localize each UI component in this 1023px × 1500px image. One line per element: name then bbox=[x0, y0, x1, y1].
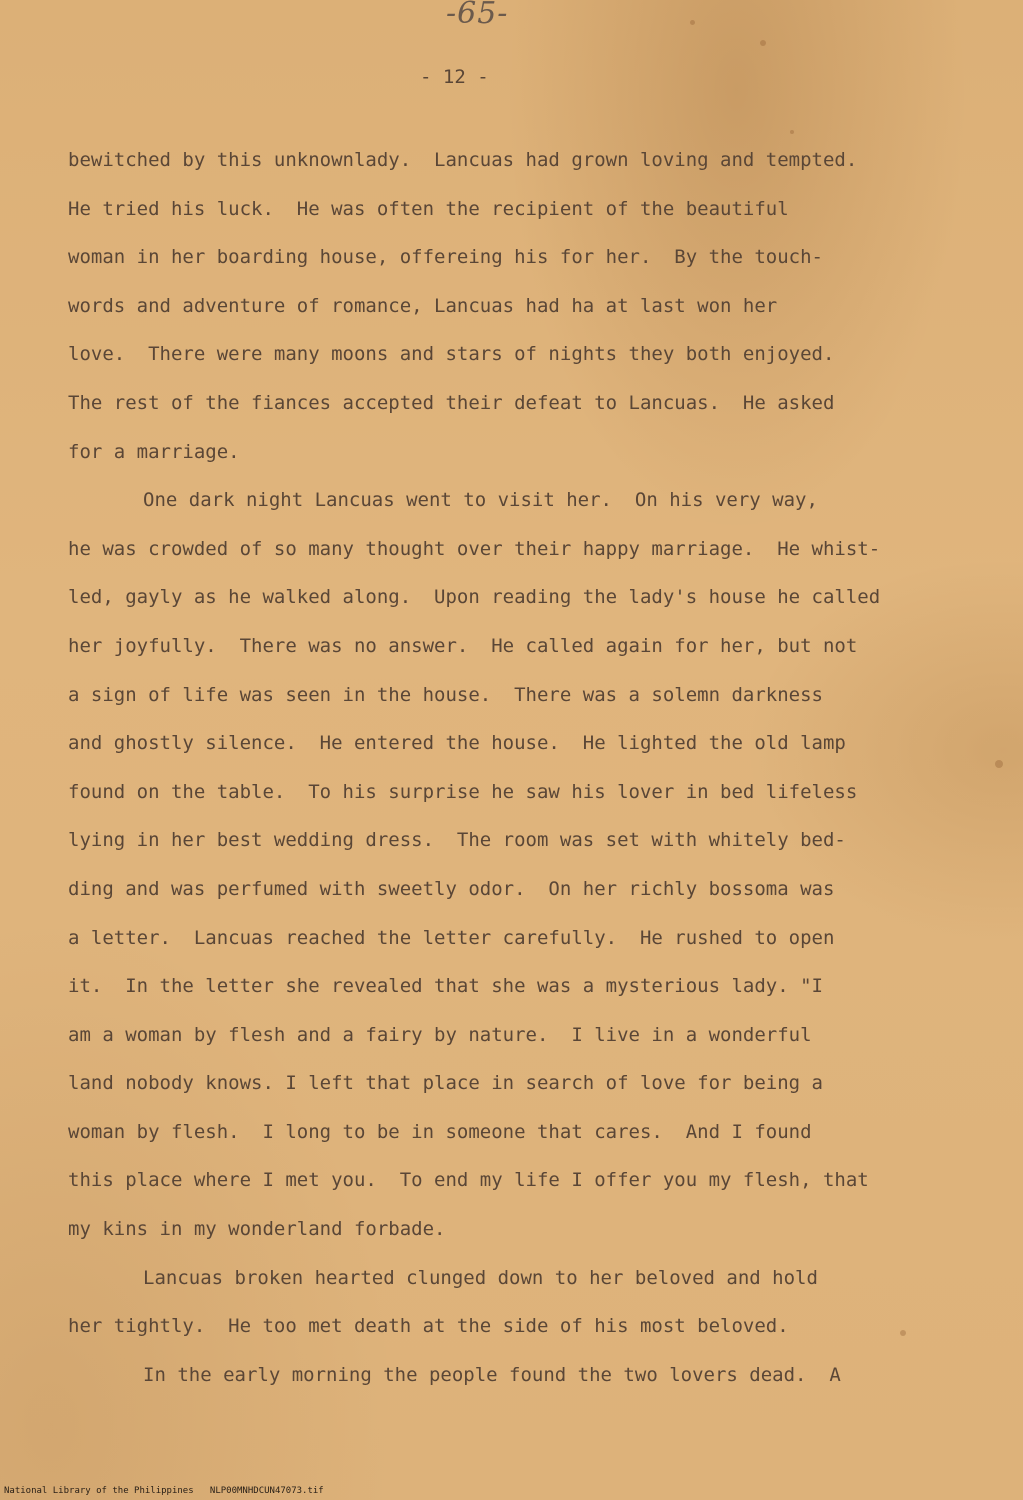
text-line: words and adventure of romance, Lancuas had ha at last won her bbox=[68, 294, 778, 317]
text-line: my kins in my wonderland forbade. bbox=[68, 1218, 446, 1241]
text-line: a sign of life was seen in the house. There was a solemn darkness bbox=[68, 683, 823, 706]
text-line: a letter. Lancuas reached the letter carefully. He rushed to open bbox=[68, 926, 835, 949]
text-line: bewitched by this unknownlady. Lancuas had grown loving and tempted. bbox=[68, 149, 858, 171]
text-line: and ghostly silence. He entered the house. He lighted the old lamp bbox=[68, 732, 846, 755]
text-line: One dark night Lancuas went to visit her. On his very way, bbox=[143, 489, 818, 512]
paragraph-start-line bbox=[68, 1351, 948, 1400]
text-line: this place where I met you. To end my life I offer you my flesh, that bbox=[68, 1169, 869, 1192]
text-line: he was crowded of so many thought over their happy marriage. He whist- bbox=[68, 537, 881, 560]
handwritten-page-number: -65- bbox=[446, 0, 509, 31]
typed-story-text bbox=[68, 136, 948, 1399]
text-line: lying in her best wedding dress. The room was set with whitely bed- bbox=[68, 829, 846, 852]
scan-footer bbox=[4, 1486, 324, 1496]
text-line: it. In the letter she revealed that she was a mysterious lady. "I bbox=[68, 975, 823, 998]
library-name: National Library of the Philippines bbox=[4, 1486, 194, 1496]
paragraph-start-line bbox=[68, 476, 948, 525]
text-line: woman by flesh. I long to be in someone that cares. And I found bbox=[68, 1120, 812, 1143]
text-line: land nobody knows. I left that place in search of love for being a bbox=[68, 1072, 823, 1095]
text-line: found on the table. To his surprise he saw his lover in bed lifeless bbox=[68, 780, 858, 803]
text-line: woman in her boarding house, offereing his for her. By the touch- bbox=[68, 246, 823, 269]
file-id: NLP00MNHDCUN47073.tif bbox=[209, 1486, 324, 1496]
text-line: led, gayly as he walked along. Upon reading the lady's house he called bbox=[68, 586, 881, 609]
page-number: - 12 - bbox=[420, 66, 489, 88]
text-line: am a woman by flesh and a fairy by nature. I live in a wonderful bbox=[68, 1023, 812, 1046]
text-line: for a marriage. bbox=[68, 440, 240, 463]
text-line: The rest of the fiances accepted their defeat to Lancuas. He asked bbox=[68, 391, 835, 414]
text-line: ding and was perfumed with sweetly odor. On her richly bossoma was bbox=[68, 877, 835, 900]
text-line: In the early morning the people found the two lovers dead. A bbox=[143, 1363, 841, 1386]
text-line: her joyfully. There was no answer. He called again for her, but not bbox=[68, 634, 858, 657]
text-line: Lancuas broken hearted clunged down to her beloved and hold bbox=[143, 1266, 818, 1289]
text-line: love. There were many moons and stars of nights they both enjoyed. bbox=[68, 343, 835, 366]
text-line: her tightly. He too met death at the side of his most beloved. bbox=[68, 1315, 789, 1338]
paragraph-start-line bbox=[68, 1254, 948, 1303]
text-line: He tried his luck. He was often the recipient of the beautiful bbox=[68, 197, 789, 220]
